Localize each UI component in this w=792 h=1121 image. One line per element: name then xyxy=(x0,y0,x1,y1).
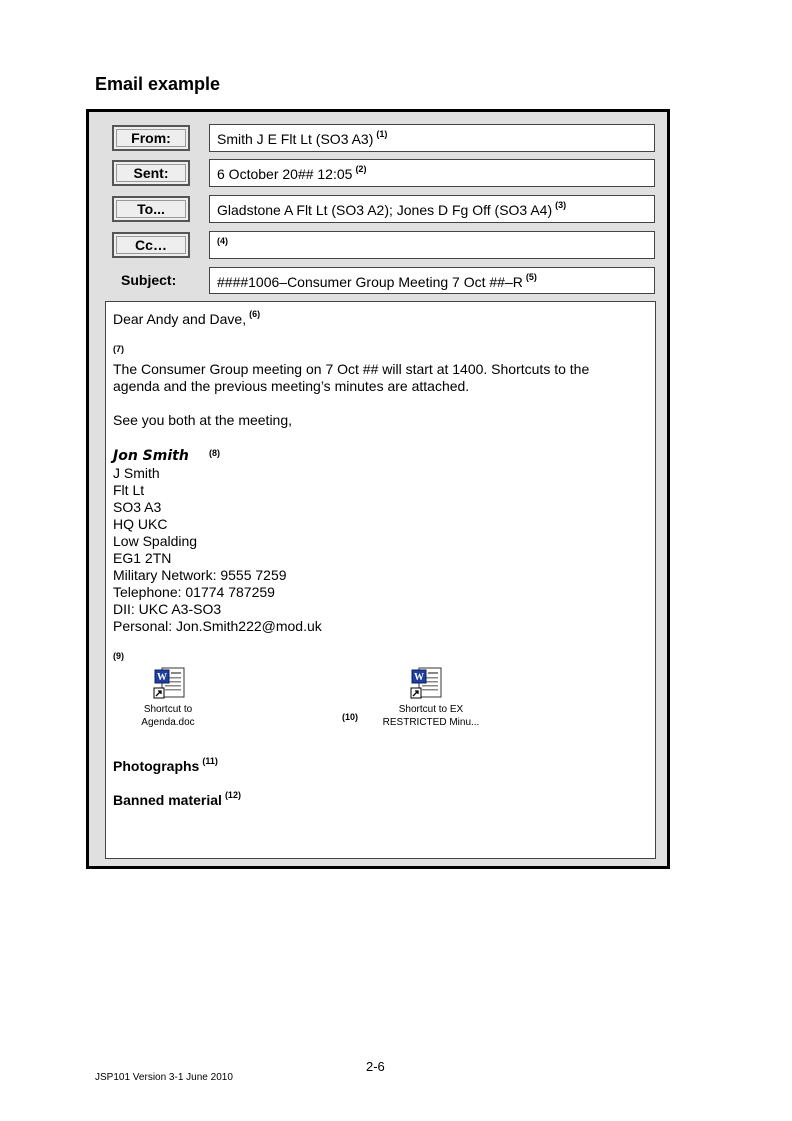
document-footer: JSP101 Version 3-1 June 2010 xyxy=(95,1072,233,1083)
photographs-heading xyxy=(113,758,218,776)
sig-postcode: EG1 2TN xyxy=(113,550,172,566)
page-title: Email example xyxy=(95,74,221,94)
sig-name: J Smith xyxy=(113,465,160,481)
message-body[interactable] xyxy=(105,301,656,859)
cc-button[interactable] xyxy=(112,232,190,258)
attachment-agenda-line1: Shortcut to xyxy=(143,704,193,715)
sent-label: Sent: xyxy=(133,165,169,181)
to-label: To... xyxy=(137,201,165,217)
paragraph-line-1: The Consumer Group meeting on 7 Oct ## will start at 1400. Shortcuts to the xyxy=(113,361,590,377)
sig-post: SO3 A3 xyxy=(113,499,162,515)
cc-field[interactable] xyxy=(209,231,655,259)
note-7: (7) xyxy=(113,344,124,354)
note-3: (3) xyxy=(555,200,567,210)
note-1: (1) xyxy=(376,129,388,139)
subject-label: Subject: xyxy=(121,272,177,288)
banned-material-text: Banned material xyxy=(113,792,222,808)
sent-button[interactable] xyxy=(112,160,190,186)
sig-rank: Flt Lt xyxy=(113,482,145,498)
page-number: 2-6 xyxy=(366,1059,385,1074)
banned-material-heading xyxy=(113,792,241,810)
note-6: (6) xyxy=(249,309,261,319)
subject-value: ####1006–Consumer Group Meeting 7 Oct ##–R xyxy=(217,274,523,290)
attachment-agenda-label xyxy=(136,703,200,729)
word-document-shortcut-icon xyxy=(410,666,444,700)
attachment-minutes-line2: RESTRICTED Minu... xyxy=(382,717,480,728)
to-value: Gladstone A Flt Lt (SO3 A2); Jones D Fg Off (SO3 A4) xyxy=(217,202,553,218)
sig-town: Low Spalding xyxy=(113,533,198,549)
closing-line: See you both at the meeting, xyxy=(113,412,293,428)
note-11: (11) xyxy=(202,756,218,766)
sent-value: 6 October 20## 12:05 xyxy=(217,166,353,182)
note-8: (8) xyxy=(209,448,220,458)
sig-dii: DII: UKC A3-SO3 xyxy=(113,601,222,617)
cc-label: Cc… xyxy=(135,237,167,253)
attachment-minutes-label xyxy=(376,703,486,729)
attachment-agenda-line2: Agenda.doc xyxy=(141,717,195,728)
word-document-shortcut-icon xyxy=(153,666,187,700)
attachment-minutes-line1: Shortcut to EX xyxy=(398,704,464,715)
sig-unit: HQ UKC xyxy=(113,516,168,532)
note-4: (4) xyxy=(217,236,228,246)
subject-field[interactable] xyxy=(209,267,655,294)
note-2: (2) xyxy=(355,164,367,174)
paragraph-line-2: agenda and the previous meeting’s minutes are attached. xyxy=(113,378,470,394)
note-10: (10) xyxy=(342,712,359,722)
email-window xyxy=(86,109,670,869)
note-12: (12) xyxy=(224,790,241,800)
sig-telephone: Telephone: 01774 787259 xyxy=(113,584,275,600)
sent-field xyxy=(209,159,655,187)
note-9: (9) xyxy=(113,651,124,661)
from-value: Smith J E Flt Lt (SO3 A3) xyxy=(217,131,374,147)
photographs-text: Photographs xyxy=(113,758,200,774)
svg-text:W: W xyxy=(414,672,424,683)
sig-military-network: Military Network: 9555 7259 xyxy=(113,567,287,583)
greeting-text: Dear Andy and Dave, xyxy=(113,311,247,327)
from-field xyxy=(209,124,655,152)
signature: Jon Smith xyxy=(113,448,189,464)
from-label: From: xyxy=(131,130,171,146)
note-5: (5) xyxy=(525,272,537,282)
to-field[interactable] xyxy=(209,195,655,223)
greeting xyxy=(113,311,260,327)
svg-text:W: W xyxy=(157,672,167,683)
from-button[interactable] xyxy=(112,125,190,151)
sig-personal-email: Personal: Jon.Smith222@mod.uk xyxy=(113,618,322,634)
to-button[interactable] xyxy=(112,196,190,222)
